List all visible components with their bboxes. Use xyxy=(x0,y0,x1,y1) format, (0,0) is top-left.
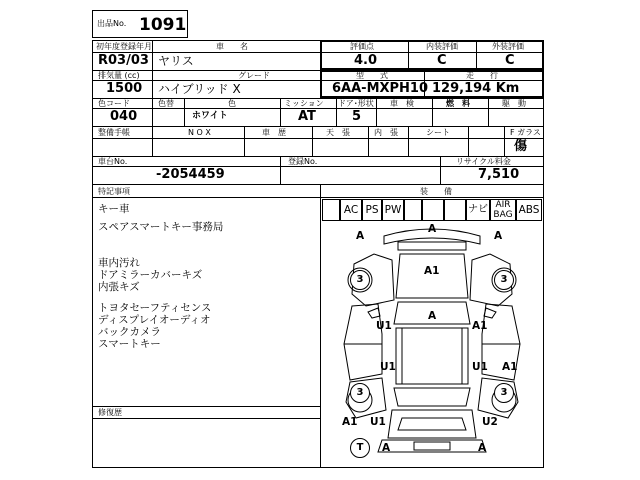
label-score: 評価点 xyxy=(350,42,374,51)
equip-blank xyxy=(444,199,466,221)
score: 4.0 xyxy=(354,53,378,68)
damage-mark: U1 xyxy=(376,320,392,332)
car-name: ヤリス xyxy=(158,54,194,68)
lot-number-label: 出品No. xyxy=(97,19,127,28)
recycle-fee: 7,510 xyxy=(478,167,520,182)
label-equipment: 装 備 xyxy=(420,187,452,196)
damage-mark: U2 xyxy=(482,416,498,428)
label-front-glass: F ガラス xyxy=(510,128,541,137)
damage-mark: A1 xyxy=(472,320,488,332)
front-glass: 傷 xyxy=(514,139,528,154)
displacement: 1500 xyxy=(106,81,143,96)
damage-mark: A1 xyxy=(502,361,518,373)
equip-navi: ナビ xyxy=(466,199,490,221)
damage-mark-circled: 3 xyxy=(350,383,370,403)
label-registration-number: 登録No. xyxy=(288,157,318,166)
damage-mark: A xyxy=(428,310,437,322)
label-transmission: ミッション xyxy=(284,99,324,108)
note-line: 車内汚れ xyxy=(98,257,140,269)
label-color: 色 xyxy=(228,99,236,108)
note-line: スマートキー xyxy=(98,338,161,350)
damage-mark: A1 xyxy=(424,265,440,277)
note-line: ドアミラーカバーキズ xyxy=(98,269,203,281)
note-line: スペアスマートキー事務局 xyxy=(98,221,224,233)
label-first-registration: 初年度登録年月 xyxy=(96,42,152,51)
damage-mark: A xyxy=(428,223,437,235)
label-special-notes: 特記事項 xyxy=(98,187,130,196)
damage-mark: A xyxy=(478,442,487,454)
equip-blank xyxy=(322,199,340,221)
damage-mark: A xyxy=(356,230,365,242)
damage-mark-circled: T xyxy=(350,438,370,458)
label-interior-grade: 内装評価 xyxy=(426,42,458,51)
first-registration: R03/03 xyxy=(98,53,149,68)
car-damage-diagram xyxy=(322,224,542,464)
interior-grade: C xyxy=(437,53,447,68)
chassis-number: -2054459 xyxy=(156,167,225,182)
damage-mark: A1 xyxy=(342,416,358,428)
label-recycle-fee: リサイクル料金 xyxy=(456,157,511,166)
label-drive: 駆 動 xyxy=(502,99,526,108)
damage-mark: A xyxy=(382,442,391,454)
equip-blank xyxy=(422,199,444,221)
label-displacement: 排気量 (cc) xyxy=(98,71,140,80)
equip-ps: PS xyxy=(362,199,382,221)
color: ホワイト xyxy=(192,111,228,121)
lot-number: 1091 xyxy=(139,15,187,35)
label-car-name: 車 名 xyxy=(216,42,248,51)
damage-mark: U1 xyxy=(380,361,396,373)
label-doors: ドア･形状 xyxy=(338,99,374,108)
label-seat: シート xyxy=(426,128,450,137)
label-color-code: 色コード xyxy=(98,99,130,108)
equip-abs: ABS xyxy=(516,199,542,221)
label-exterior-grade: 外装評価 xyxy=(492,42,524,51)
model-code: 6AA-MXPH10 xyxy=(332,81,429,96)
label-fuel: 燃 料 xyxy=(446,99,470,108)
label-chassis-number: 車台No. xyxy=(98,157,128,166)
damage-mark-circled: 3 xyxy=(350,270,370,290)
damage-mark-circled: 3 xyxy=(494,270,514,290)
mileage: 129,194 Km xyxy=(432,81,520,96)
color-code: 040 xyxy=(110,109,138,124)
label-model-code: 型 式 xyxy=(356,71,388,80)
equip-pw: PW xyxy=(382,199,404,221)
label-color-change: 色替 xyxy=(158,99,174,108)
note-line: トヨタセーフティセンス xyxy=(98,302,212,314)
label-grade: グレード xyxy=(238,71,270,80)
label-interior-trim: 内 張 xyxy=(374,128,398,137)
note-line: バックカメラ xyxy=(98,326,161,338)
equip-airbag: AIR BAG xyxy=(490,199,516,221)
label-ceiling: 天 張 xyxy=(326,128,350,137)
exterior-grade: C xyxy=(505,53,515,68)
grade: ハイブリッド X xyxy=(158,82,241,96)
equip-blank xyxy=(404,199,422,221)
note-line: ディスプレイオーディオ xyxy=(98,314,211,326)
label-repair-history: 修復歴 xyxy=(98,408,122,417)
damage-mark: U1 xyxy=(472,361,488,373)
doors: 5 xyxy=(352,109,362,124)
note-line: キー車 xyxy=(98,203,130,215)
damage-mark: A xyxy=(494,230,503,242)
lot-number-box xyxy=(92,10,188,38)
label-vehicle-history: 車 歴 xyxy=(262,128,286,137)
transmission: AT xyxy=(298,109,316,124)
label-inspection: 車 検 xyxy=(390,99,414,108)
damage-mark-circled: 3 xyxy=(494,383,514,403)
equip-ac: AC xyxy=(340,199,362,221)
label-mileage: 走 行 xyxy=(466,71,498,80)
label-nox: N O X xyxy=(188,128,211,137)
label-service-book: 整備手帳 xyxy=(98,128,130,137)
damage-mark: U1 xyxy=(370,416,386,428)
note-line: 内張キズ xyxy=(98,281,140,293)
